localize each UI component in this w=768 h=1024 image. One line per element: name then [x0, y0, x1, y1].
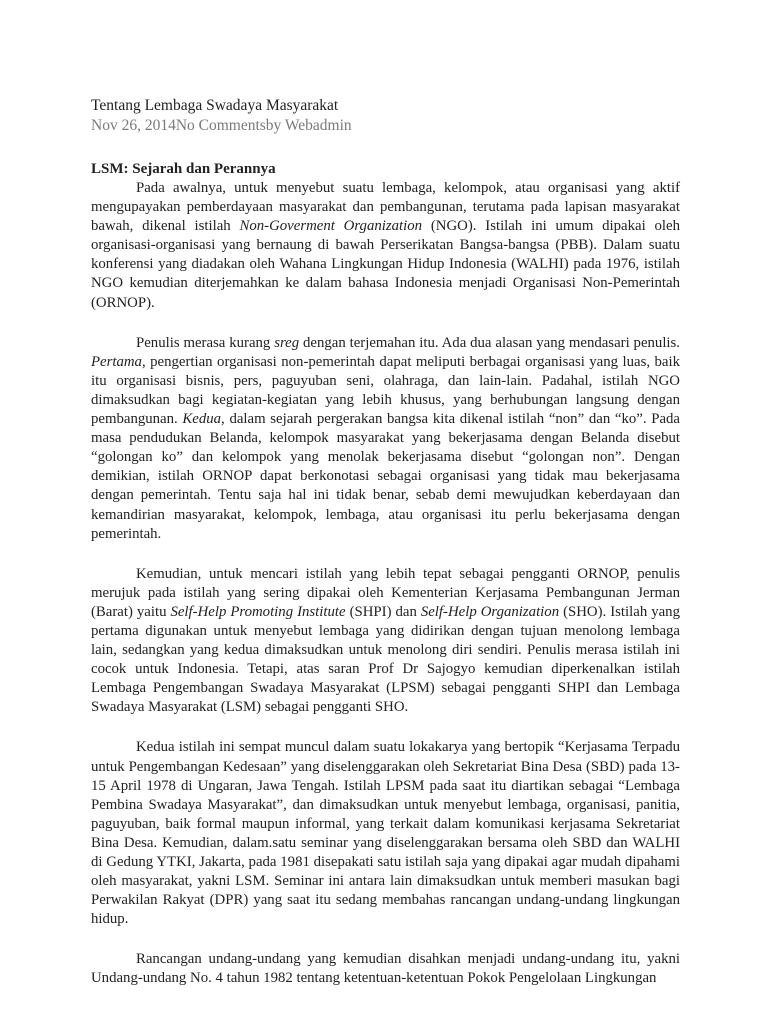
paragraph-4: Kedua istilah ini sempat muncul dalam suatu lokakarya yang bertopik “Kerjasama Terpadu untuk Pengembangan Kedesaan” yang diselenggarakan oleh Sekretariat Bina Desa (SBD) pada 13-15 April 1978 di Ungaran, Jawa Tengah. Istilah LPSM pada saat itu diartikan sebagai “Lembaga Pembina Swadaya Masyarakat”, dan dimaksudkan untuk menyebut lembaga, organisasi, panitia, paguyuban, baik formal maupun informal, yang terkait dalam komunikasi kerjasama Sekretariat Bina Desa. Kemudian, dalam.satu seminar yang diselenggarakan bersama oleh SBD dan WALHI di Gedung YTKI, Jakarta, pada 1981 disepakati satu istilah saja yang dipakai agar mudah dipahami oleh masyarakat, yakni LSM. Seminar ini antara lain dimaksudkan untuk memberi masukan bagi Perwakilan Rakyat (DPR) yang saat itu sedang membahas rancangan undang-undang lingkungan hidup. — [91, 739, 680, 928]
paragraph-5: Rancangan undang-undang yang kemudian disahkan menjadi undang-undang itu, yakni Undang-undang No. 4 tahun 1982 tentang ketentuan-ketentuan Pokok Pengelolaan Lingkungan — [91, 951, 680, 987]
italic-term: sreg — [274, 334, 300, 351]
paragraph-3: Kemudian, untuk mencari istilah yang lebih tepat sebagai pengganti ORNOP, penulis merujuk pada istilah yang sering dipakai oleh Kementerian Kerjasama Pembangunan Jerman (Barat) yaitu Self-Help Promoting Institute (SHPI) dan Self-Help Organization (SHO). Istilah yang pertama digunakan untuk menyebut lembaga yang didirikan dengan tujuan menolong lembaga lain, sedangkan yang kedua dimaksudkan untuk menolong diri sendiri. Penulis merasa istilah ini cocok untuk Indonesia. Tetapi, atas saran Prof Dr Sajogyo kemudian diperkenalkan istilah Lembaga Pengembangan Swadaya Masyarakat (LPSM) sebagai pengganti SHPI dan Lembaga Swadaya Masyarakat (LSM) sebagai pengganti SHO. — [91, 565, 680, 716]
italic-term: Self-Help Promoting Institute — [170, 603, 346, 620]
paragraph-2: Penulis merasa kurang sreg dengan terjemahan itu. Ada dua alasan yang mendasari penulis. Pertama, pengertian organisasi non-pemerintah dapat meliputi berbagai organisasi yang luas, baik itu organisasi bisnis, pers, paguyuban seni, olahraga, dan lain-lain. Padahal, istilah NGO dimaksudkan bagi kegiatan-kegiatan yang lebih khusus, yang berhubungan langsung dengan pembangunan. Kedua, dalam sejarah pergerakan bangsa kita dikenal istilah “non” dan “ko”. Pada masa pendudukan Belanda, kelompok masyarakat yang bekerjasama dengan Belanda disebut “golongan ko” dan kelompok yang menolak bekerjasama disebut “golongan non”. Dengan demikian, istilah ORNOP dapat berkonotasi sebagai organisasi yang tidak mau bekerjasama dengan pemerintah. Tentu saja hal ini tidak benar, sebab demi mewujudkan keberdayaan dan kemandirian masyarakat, kelompok, lembaga, atau organisasi itu perlu bekerjasama dengan pemerintah. — [91, 334, 680, 542]
article-body — [91, 160, 680, 989]
italic-term: Kedua — [182, 411, 222, 428]
italic-term: Pertama — [91, 353, 142, 370]
paragraph-1: Pada awalnya, untuk menyebut suatu lembaga, kelompok, atau organisasi yang aktif mengupayakan pemberdayaan masyarakat dan pembangunan, terutama pada lapisan masyarakat bawah, dikenal istilah Non-Goverment Organization (NGO). Istilah ini umum dipakai oleh organisasi-organisasi yang bernaung di bawah Perserikatan Bangsa-bangsa (PBB). Dalam suatu konferensi yang diadakan oleh Wahana Lingkungan Hidup Indonesia (WALHI) pada 1976, istilah NGO kemudian diterjemahkan ke dalam bahasa Indonesia menjadi Organisasi Non-Pemerintah (ORNOP). — [91, 180, 680, 311]
post-header — [91, 96, 352, 136]
italic-term: Self-Help Organization — [420, 603, 560, 620]
post-meta: Nov 26, 2014No Commentsby Webadmin — [91, 117, 352, 134]
section-title: LSM: Sejarah dan Perannya — [91, 161, 276, 177]
italic-term: Non-Goverment Organization — [239, 218, 423, 235]
post-title: Tentang Lembaga Swadaya Masyarakat — [91, 97, 339, 114]
